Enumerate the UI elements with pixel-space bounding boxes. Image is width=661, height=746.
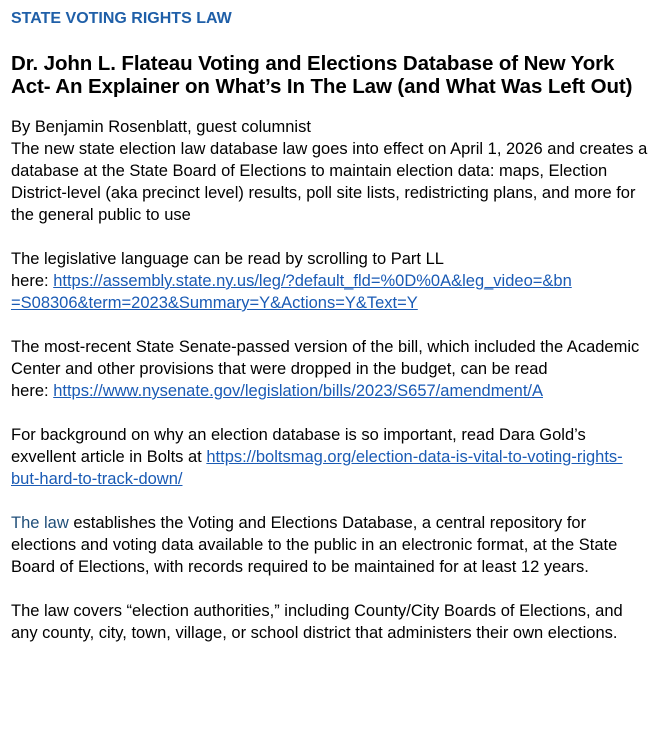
here-label: here: [11, 272, 54, 290]
senate-version-paragraph [11, 336, 651, 402]
byline: By Benjamin Rosenblatt, guest columnist [11, 118, 311, 136]
legislative-language-text: The legislative language can be read by scrolling to Part LL [11, 250, 444, 268]
database-paragraph [11, 512, 651, 578]
database-text: establishes the Voting and Elections Database, a central repository for elections and voting data available to the public in an electronic format, at the State Board of Elections, with records required to be maintained for at least 12 years. [11, 514, 618, 576]
senate-bill-link[interactable]: https://www.nysenate.gov/legislation/bills/2023/S657/amendment/A [53, 382, 543, 400]
the-law-link[interactable]: The law [11, 514, 69, 532]
bolts-article-link[interactable]: https://boltsmag.org/election-data-is-vital-to-voting-rights-but-hard-to-track-down/ [11, 448, 623, 488]
article [11, 8, 651, 644]
article-headline: Dr. John L. Flateau Voting and Elections Database of New York Act- An Explainer on What’s In The Law (and What Was Left Out) [11, 52, 633, 98]
here-label: here: [11, 382, 54, 400]
section-kicker[interactable]: STATE VOTING RIGHTS LAW [11, 10, 232, 27]
background-paragraph [11, 424, 651, 490]
background-text: For background on why an election database is so important, read Dara Gold’s exvellent article in Bolts at [11, 426, 586, 466]
assembly-bill-link[interactable]: https://assembly.state.ny.us/leg/?default_fld=%0D%0A&leg_video=&bn =S08306&term=2023&Summary=Y&Actions=Y&Text=Y [11, 272, 572, 312]
intro-paragraph: The new state election law database law goes into effect on April 1, 2026 and creates a database at the State Board of Elections to maintain election data: maps, Election District-level (aka precinct level) results, poll site lists, redistricting plans, and more for the general public to use [11, 140, 648, 224]
senate-version-text: The most-recent State Senate-passed version of the bill, which included the Academic Center and other provisions that were dropped in the budget, can be read [11, 338, 640, 378]
legislative-language-paragraph [11, 248, 651, 314]
election-authorities-paragraph: The law covers “election authorities,” including County/City Boards of Elections, and any county, city, town, village, or school district that administers their own elections. [11, 602, 623, 642]
